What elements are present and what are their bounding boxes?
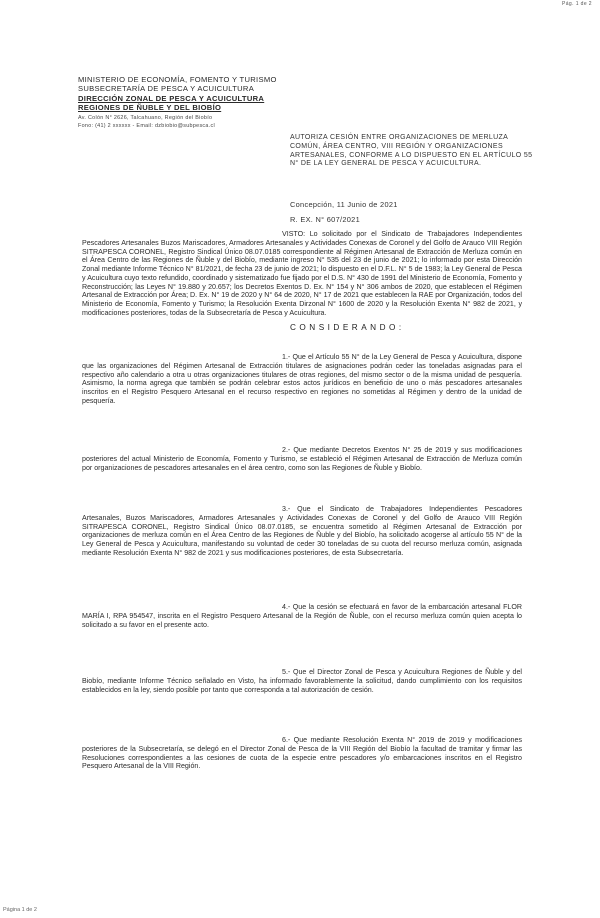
address-line-1: Av. Colón N° 2626, Talcahuano, Región del Biobío [78, 114, 213, 121]
considerando-4 [82, 603, 522, 629]
regions-name: REGIONES DE ÑUBLE Y DEL BIOBÍO [78, 103, 222, 113]
date-line: Concepción, 11 Junio de 2021 [290, 200, 398, 209]
direccion-zonal-name: DIRECCIÓN ZONAL DE PESCA Y ACUICULTURA [78, 93, 265, 103]
subsecretaria-name: SUBSECRETARÍA DE PESCA Y ACUICULTURA [78, 84, 255, 94]
resolution-number: R. EX. N° 607/2021 [290, 215, 360, 224]
considerando-heading: CONSIDERANDO: [290, 323, 405, 332]
page-footer: Página 1 de 2 [3, 907, 37, 913]
ministry-name: MINISTERIO DE ECONOMÍA, FOMENTO Y TURISMO [78, 75, 277, 84]
considerando-3 [82, 505, 522, 558]
letterhead [78, 75, 298, 130]
considerando-5 [82, 668, 522, 694]
page-stamp: Pág. 1 de 2 [562, 1, 592, 7]
considerando-text: 1.- Que el Artículo 55 N° de la Ley General de Pesca y Acuicultura, dispone que las organizaciones del Régimen Artesanal de Extracción titulares de asignaciones podrán ceder las toneladas asignadas para el respectivo año calendario a otra u otras organizaciones titulares de otras regiones, del mismo sector o de la misma unidad de pesquería. Asimismo, la norma agrega que también se podrán celebrar estos actos jurídicos en beneficio de uno o más pescadores artesanales inscritos en el Registro Pesquero Artesanal en el recurso respectivo en regiones no sometidas al Régimen y dentro de la unidad de pesquería. [82, 353, 522, 405]
considerando-6 [82, 736, 522, 771]
visto-text: VISTO: Lo solicitado por el Sindicato de Trabajadores Independientes Pescadores Artesanales Buzos Mariscadores, Armadores Artesanales y Actividades Conexas de Coronel y del Golfo de Arauco VIII Región SITRAPESCA CORONEL, Registro Sindical Único 08.07.0185 correspondiente al Régimen Artesanal de Extracción de Merluza común en el Área Centro de las Regiones de Ñuble y del Biobío, mediante ingreso N° 535 del 23 de junio de 2021; lo informado por esta Dirección Zonal mediante Informe Técnico N° 81/2021, de fecha 23 de junio de 2021; lo dispuesto en el D.F.L. N° 5 de 1983; la Ley General de Pesca y Acuicultura cuyo texto refundido, coordinado y sistematizado fue fijado por el D.S. N° 430 de 1991 del Ministerio de Economía, Fomento y Reconstrucción; las Leyes N° 19.880 y 20.657; los Decretos Exentos D. Ex. N° 154 y N° 306 ambos de 2020, que establecen el Régimen Artesanal de Extracción por Área; D. Ex. N° 19 de 2020 y N° 64 de 2020, N° 17 de 2021 que establecen la RAE por Organización, todos del Ministerio de Economía, Fomento y Turismo; la Resolución Exenta Dirzonal N° 1600 de 2020 y la Resolución Exenta N° 982 de 2021, y modificaciones posteriores, todas de la Subsecretaría de Pesca y Acuicultura. [82, 230, 522, 317]
considerando-text: 5.- Que el Director Zonal de Pesca y Acuicultura Regiones de Ñuble y del Biobío, mediante Informe Técnico señalado en Visto, ha informado favorablemente la solicitud, dando cumplimiento con los requisitos establecidos en la ley, siendo posible por tanto que corresponda a tal autorización de cesión. [82, 668, 522, 694]
considerando-2 [82, 446, 522, 472]
considerando-text: 6.- Que mediante Resolución Exenta N° 2019 de 2019 y modificaciones posteriores de la Subsecretaría, se delegó en el Director Zonal de Pesca de la VIII Región del Biobío la facultad de tramitar y firmar las Resoluciones correspondientes a las cesiones de cuota de la especie entre pescadores y/o embarcaciones inscritos en el Registro Pesquero Artesanal de la VIII Región. [82, 736, 522, 771]
resolution-subject: AUTORIZA CESIÓN ENTRE ORGANIZACIONES DE MERLUZA COMÚN, ÁREA CENTRO, VIII REGIÓN Y ORGANIZACIONES ARTESANALES, CONFORME A LO DISPUESTO EN EL ARTÍCULO 55 N° DE LA LEY GENERAL DE PESCA Y ACUICULTURA. [290, 134, 533, 168]
address-line-2: Fono: (41) 2 xxxxxx - Email: dzbiobio@subpesca.cl [78, 123, 216, 130]
considerando-text: 3.- Que el Sindicato de Trabajadores Independientes Pescadores Artesanales, Buzos Mariscadores, Armadores Artesanales y Actividades Conexas de Coronel y del Golfo de Arauco VIII Región SITRAPESCA CORONEL, Registro Sindical Único 08.07.0185, se encuentra sometido al Régimen Artesanal de Extracción por organizaciones de merluza común en el Área Centro de las Regiones de Ñuble y del Biobío, ha solicitado acogerse al artículo 55 N° de la Ley General de Pesca y Acuicultura, manifestando su voluntad de ceder 30 toneladas de su cuota del recurso merluza común, asignada mediante Resolución Exenta N° 982 de 2021 y sus modificaciones posteriores, de esta Subsecretaría. [82, 505, 522, 557]
considerando-1 [82, 353, 522, 406]
considerando-text: 2.- Que mediante Decretos Exentos N° 25 de 2019 y sus modificaciones posteriores del actual Ministerio de Economía, Fomento y Turismo, se estableció el Régimen Artesanal de Extracción de Merluza común por organizaciones de pescadores artesanales en el área centro, como son las Regiones de Ñuble y Biobío. [82, 446, 522, 472]
considerando-text: 4.- Que la cesión se efectuará en favor de la embarcación artesanal FLOR MARÍA I, RPA 954547, inscrita en el Registro Pesquero Artesanal de la Región de Ñuble, con el recurso merluza común quien acepta lo solicitado a su favor en el presente acto. [82, 603, 522, 629]
visto-paragraph [82, 230, 522, 318]
